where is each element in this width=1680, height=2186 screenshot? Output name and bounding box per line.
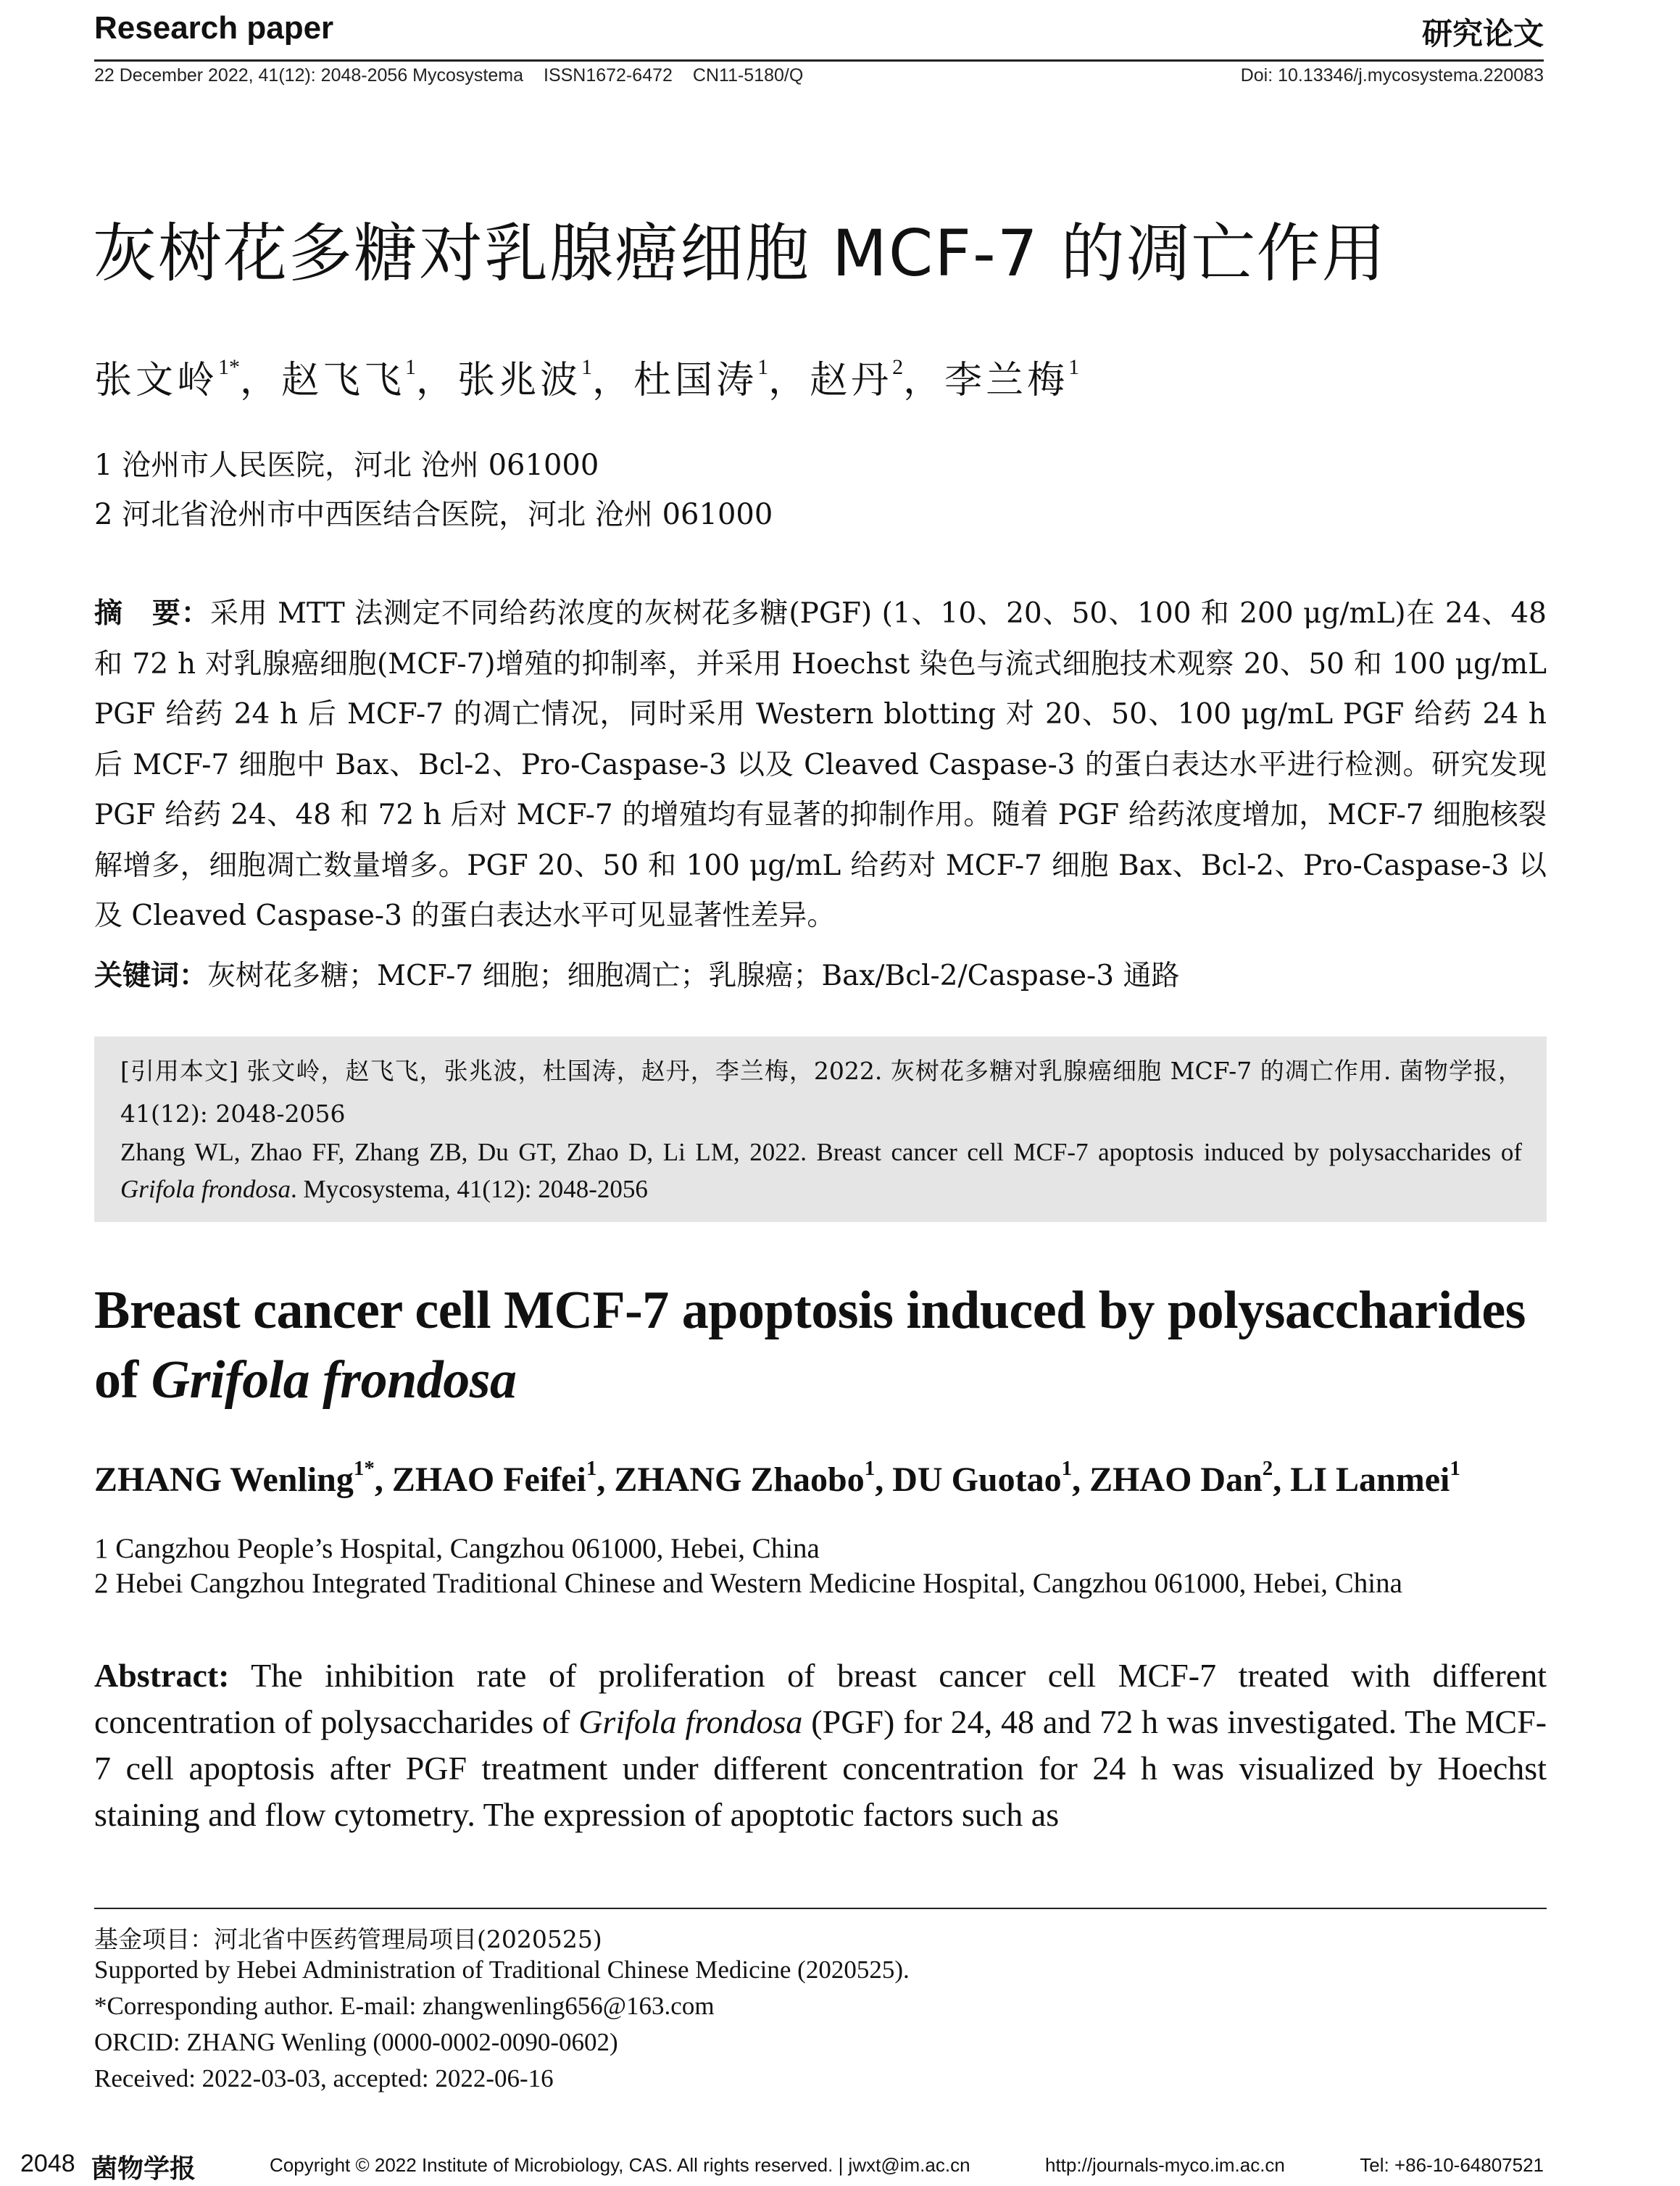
journal-name: 菌物学报 [91,2154,196,2184]
footnote-received: Received: 2022-03-03, accepted: 2022-06-16 [94,2064,554,2093]
doi: Doi: 10.13346/j.mycosystema.220083 [1240,65,1544,86]
english-title-text: Breast cancer cell MCF-7 apoptosis induced by polysaccharides of [94,1281,1526,1410]
english-title-species: Grifola frondosa [151,1350,517,1410]
english-author-separator: , [1273,1460,1291,1499]
english-author-separator: , [596,1460,615,1499]
chinese-abstract-label: 摘 要： [94,597,210,630]
english-author-affiliation-mark: 1 [1061,1457,1073,1480]
footnote-corresponding-author: *Corresponding author. E-mail: zhangwenling656@163.com [94,1992,715,2020]
journal-issn: ISSN1672-6472 [544,65,673,86]
header-divider [94,59,1544,62]
english-abstract [94,1653,1547,1838]
chinese-author-affiliation-mark: 1 [581,355,593,379]
english-author-list [94,1457,1460,1500]
chinese-author-name: 张兆波 [457,359,582,402]
english-author-affiliation-mark: 1 [1450,1457,1460,1480]
chinese-author-affiliation-mark: 1 [757,355,769,379]
english-author-name: LI Lanmei [1290,1460,1450,1499]
english-author-affiliation-mark: 1* [353,1457,375,1480]
journal-cn: CN11-5180/Q [692,65,804,86]
english-author-name: ZHANG Zhaobo [614,1460,865,1499]
chinese-affiliation-2: 2 河北省沧州市中西医结合医院，河北 沧州 061000 [94,498,773,531]
english-affiliation-2: 2 Hebei Cangzhou Integrated Traditional Chinese and Western Medicine Hospital, Cangzhou 061000, Hebei, China [94,1568,1402,1599]
copyright-notice: Copyright © 2022 Institute of Microbiology, CAS. All rights reserved. | jwxt@im.ac.cn [270,2154,970,2176]
chinese-author-affiliation-mark: 1 [405,355,417,379]
chinese-affiliation-1: 1 沧州市人民医院，河北 沧州 061000 [94,449,599,482]
english-abstract-species: Grifola frondosa [578,1703,803,1740]
citation-english-pre: Zhang WL, Zhao FF, Zhang ZB, Du GT, Zhao D, Li LM, 2022. Breast cancer cell MCF-7 apoptosis induced by polysaccharides of [120,1138,1522,1166]
citation-english [120,1134,1522,1208]
english-title [94,1276,1547,1415]
chinese-author-affiliation-mark: 1* [218,355,241,379]
chinese-author-separator: ， [416,359,458,402]
english-author-separator: , [1072,1460,1090,1499]
journal-url: http://journals-myco.im.ac.cn [1045,2154,1285,2176]
english-author-separator: , [875,1460,893,1499]
english-author-name: ZHAO Dan [1089,1460,1263,1499]
running-header-right: 研究论文 [1421,17,1544,51]
citation-chinese: [引用本文] 张文岭，赵飞飞，张兆波，杜国涛，赵丹，李兰梅，2022. 灰树花多糖对乳腺癌细胞 MCF-7 的凋亡作用. 菌物学报，41(12): 2048-2056 [120,1057,1522,1128]
footnote-divider [94,1908,1547,1909]
journal-meta [94,65,803,86]
english-abstract-pre: The inhibition rate of proliferation of breast cancer cell MCF-7 treated with different concentration of polysaccharides of [94,1657,1547,1740]
english-author-affiliation-mark: 1 [586,1457,597,1480]
chinese-author-separator: ， [903,359,945,402]
page-number: 2048 [20,2150,75,2177]
chinese-keywords [94,951,1547,1002]
chinese-author-affiliation-mark: 1 [1068,355,1080,379]
english-abstract-post: (PGF) for 24, 48 and 72 h was investigated. The MCF-7 cell apoptosis after PGF treatment under different concentration for 24 h was visualized by Hoechst staining and flow cytometry. The expression of apoptotic factors such as [94,1703,1547,1833]
chinese-author-name: 李兰梅 [944,359,1069,402]
running-header-left: Research paper [94,10,334,46]
chinese-author-separator: ， [240,359,282,402]
chinese-keywords-label: 关键词： [94,960,208,992]
citation-english-species: Grifola frondosa [120,1175,291,1203]
chinese-abstract [94,589,1547,942]
chinese-author-separator: ， [592,359,634,402]
chinese-author-separator: ， [768,359,810,402]
chinese-author-name: 赵丹 [810,359,893,402]
english-affiliation-1: 1 Cangzhou People’s Hospital, Cangzhou 061000, Hebei, China [94,1533,820,1564]
page-footer [0,2150,1680,2184]
footnote-orcid: ORCID: ZHANG Wenling (0000-0002-0090-0602) [94,2028,618,2056]
english-author-affiliation-mark: 2 [1262,1457,1273,1480]
english-author-affiliation-mark: 1 [864,1457,876,1480]
english-author-name: ZHAO Feifei [391,1460,586,1499]
english-author-name: ZHANG Wenling [94,1460,354,1499]
chinese-keywords-text: 灰树花多糖；MCF-7 细胞；细胞凋亡；乳腺癌；Bax/Bcl-2/Caspase-3 通路 [207,960,1180,992]
chinese-abstract-text: 采用 MTT 法测定不同给药浓度的灰树花多糖(PGF) (1、10、20、50、100 和 200 μg/mL)在 24、48 和 72 h 对乳腺癌细胞(MCF-7)增殖的抑制率，并采用 Hoechst 染色与流式细胞技术观察 20、50 和 100 μg/mL PGF 给药 24 h 后 MCF-7 的凋亡情况，同时采用 Western blotting 对 20、50、100 μg/mL PGF 给药 24 h 后 MCF-7 细胞中 Bax、Bcl-2、Pro-Caspase-3 以及 Cleaved Caspase-3 的蛋白表达水平进行检测。研究发现 PGF 给药 24、48 和 72 h 后对 MCF-7 的增殖均有显著的抑制作用。随着 PGF 给药浓度增加，MCF-7 细胞核裂解增多，细胞凋亡数量增多。PGF 20、50 和 100 μg/mL 给药对 MCF-7 细胞 Bax、Bcl-2、Pro-Caspase-3 以及 Cleaved Caspase-3 的蛋白表达水平可见显著性差异。 [94,597,1547,932]
footnote-fund-english: Supported by Hebei Administration of Traditional Chinese Medicine (2020525). [94,1956,910,1984]
citation-english-post: . Mycosystema, 41(12): 2048-2056 [291,1175,648,1203]
journal-date-volume: 22 December 2022, 41(12): 2048-2056 Mycosystema [94,65,523,86]
chinese-author-list [94,349,1079,404]
chinese-author-affiliation-mark: 2 [892,355,904,379]
footnote-fund-chinese: 基金项目：河北省中医药管理局项目(2020525) [94,1925,602,1953]
english-author-name: DU Guotao [892,1460,1062,1499]
english-author-separator: , [374,1460,392,1499]
journal-phone: Tel: +86-10-64807521 [1360,2154,1544,2176]
chinese-author-name: 张文岭 [94,359,219,402]
english-abstract-label: Abstract: [94,1657,230,1694]
chinese-title: 灰树花多糖对乳腺癌细胞 MCF-7 的凋亡作用 [93,216,1387,291]
chinese-author-name: 赵飞飞 [281,359,406,402]
chinese-author-name: 杜国涛 [633,359,758,402]
